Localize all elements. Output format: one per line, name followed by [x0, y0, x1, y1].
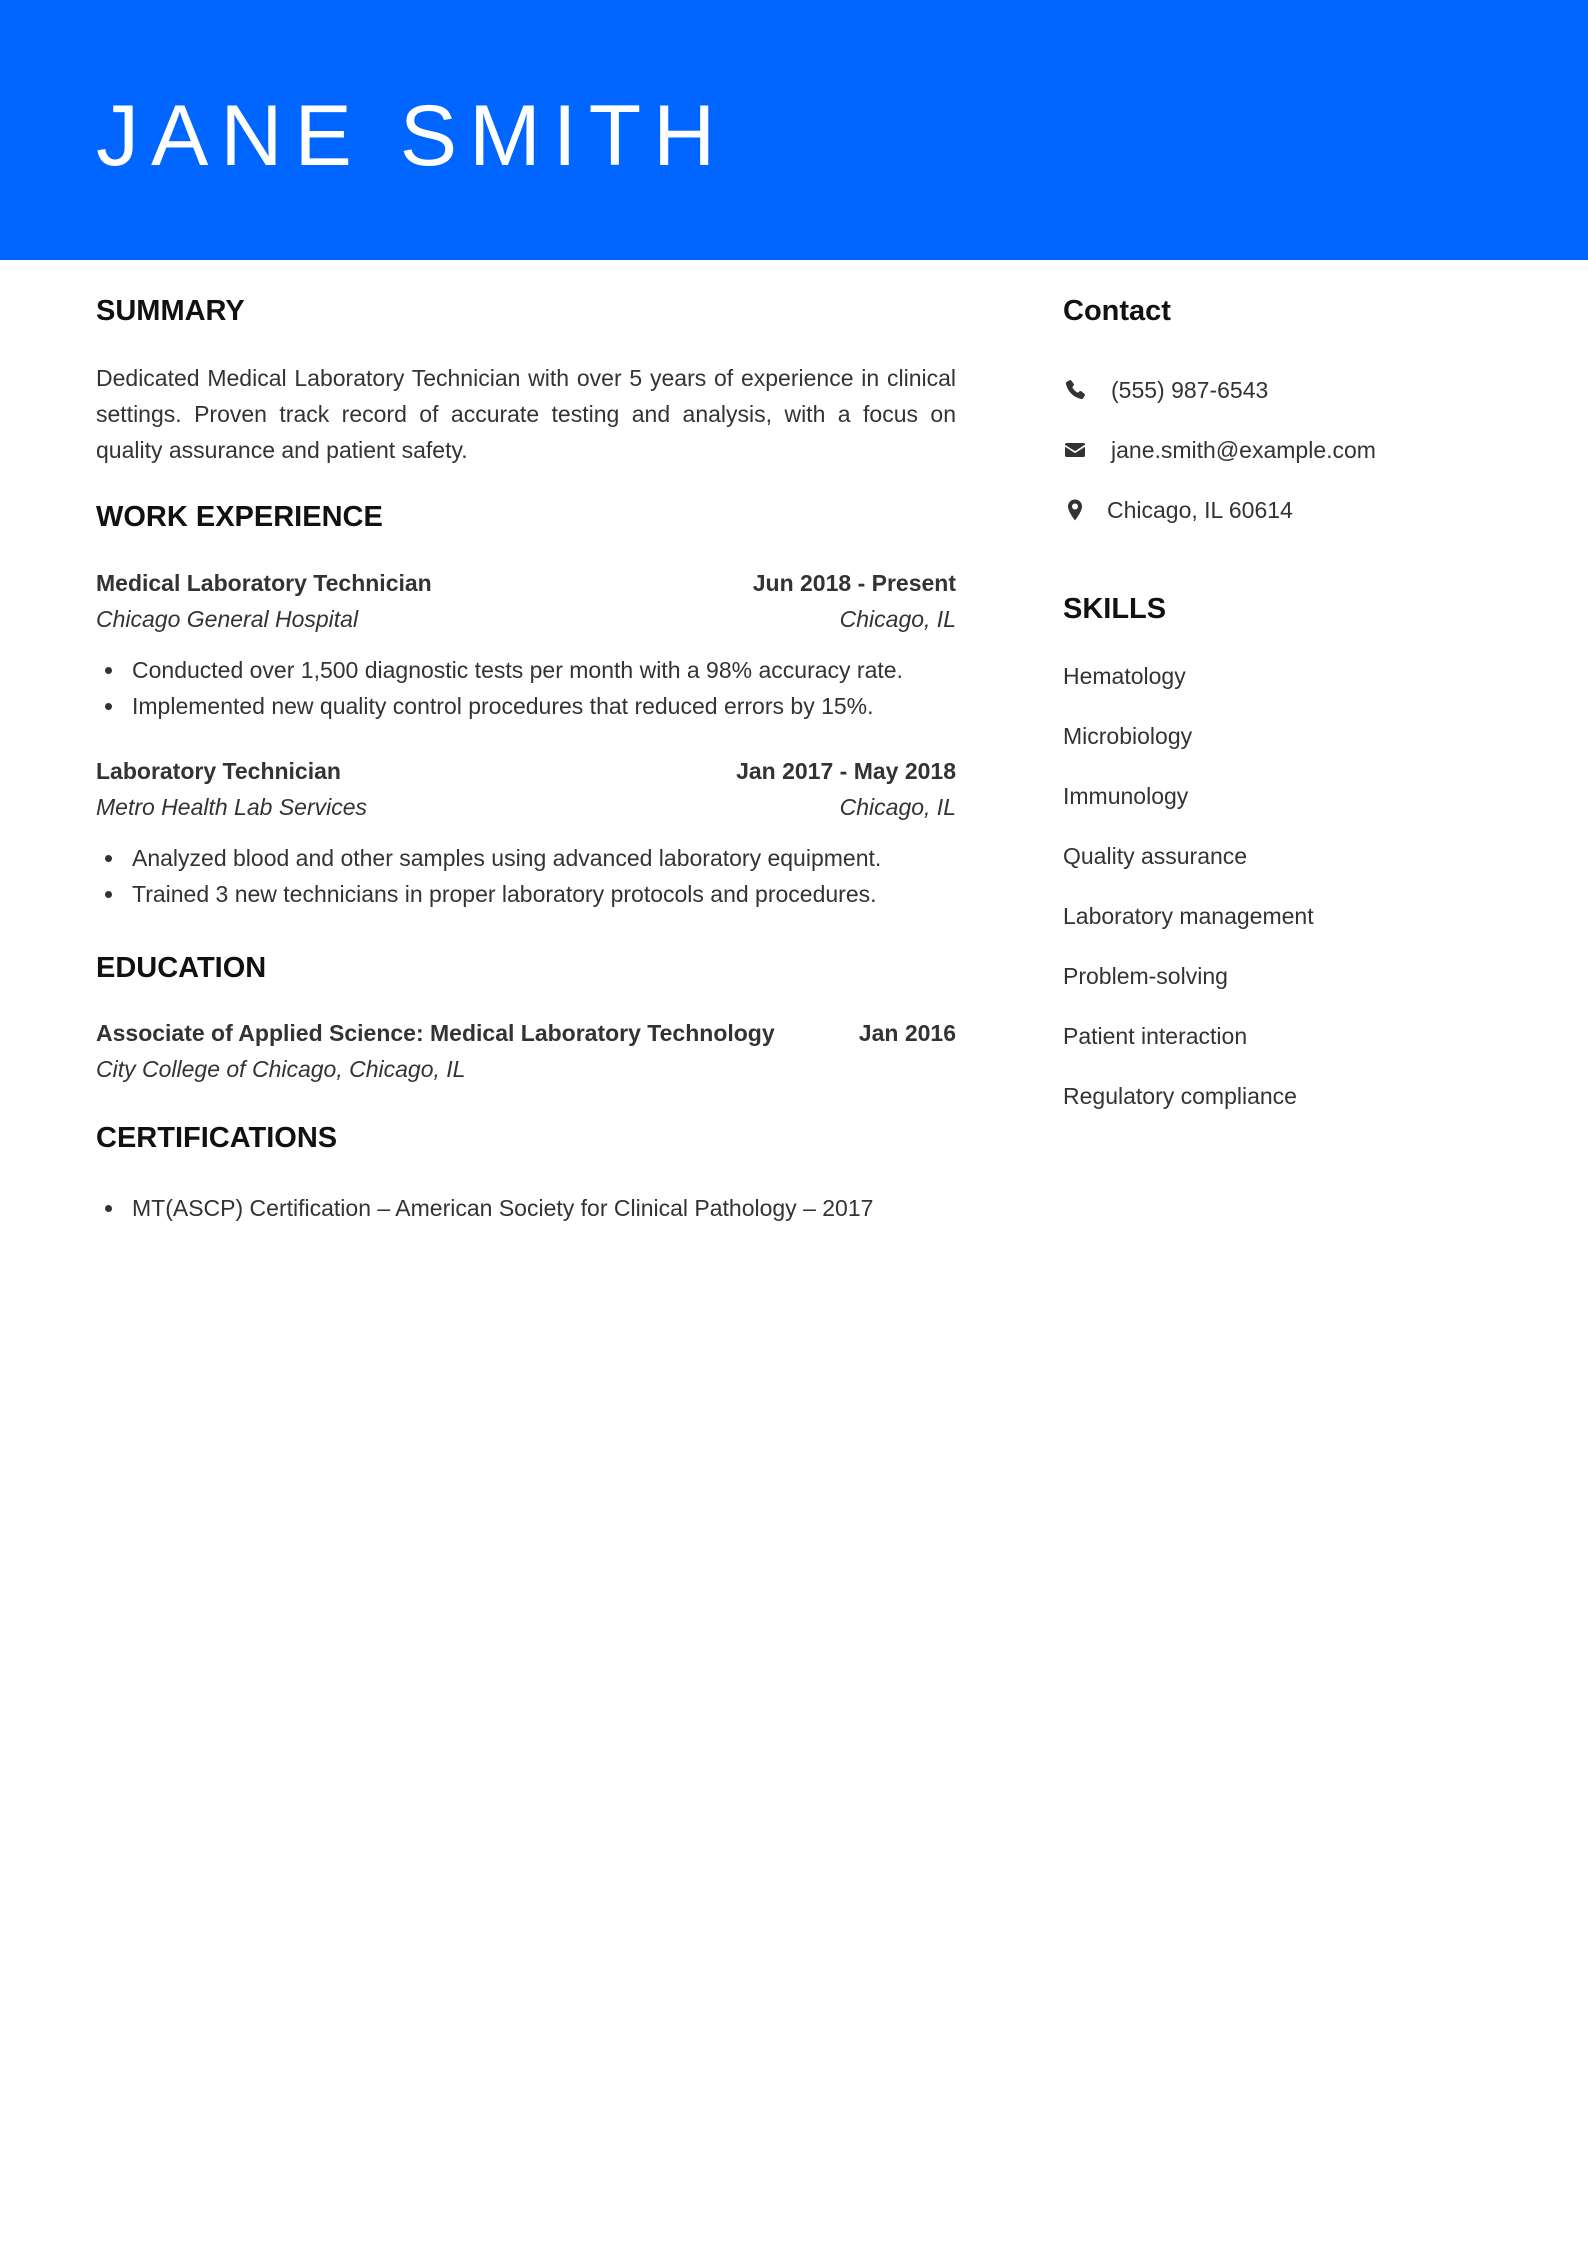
job-bullets [96, 840, 956, 912]
bullet-dot-icon [105, 667, 112, 674]
certification-text: MT(ASCP) Certification – American Society for Clinical Pathology – 2017 [132, 1195, 874, 1221]
bullet-text: Implemented new quality control procedures that reduced errors by 15%. [132, 693, 874, 719]
bullet-dot-icon [105, 891, 112, 898]
job-location: Chicago, IL [839, 606, 956, 632]
skill-item: Quality assurance [1063, 843, 1248, 869]
summary-title: SUMMARY [96, 295, 245, 327]
contact-email [1063, 432, 1376, 468]
map-pin-icon [1063, 498, 1087, 522]
work-experience-title: WORK EXPERIENCE [96, 501, 383, 533]
bullet-dot-icon [105, 703, 112, 710]
bullet-dot-icon [105, 855, 112, 862]
summary-text: Dedicated Medical Laboratory Technician with over 5 years of experience in clinical settings. Proven track record of accurate testing and analysis, with a focus on quality assurance and patient safety. [96, 365, 956, 463]
contact-title: Contact [1063, 295, 1171, 327]
certification-list [96, 1190, 956, 1226]
job-title: Laboratory Technician [96, 758, 341, 784]
list-item [96, 840, 956, 876]
bullet-dot-icon [105, 1205, 112, 1212]
envelope-icon [1063, 438, 1087, 462]
degree-date: Jan 2016 [858, 1020, 956, 1046]
header-banner [0, 0, 1588, 260]
contact-location [1063, 492, 1293, 528]
job-location: Chicago, IL [839, 794, 956, 820]
certifications-title: CERTIFICATIONS [96, 1122, 338, 1154]
location-text: Chicago, IL 60614 [1107, 496, 1293, 523]
skill-item: Laboratory management [1063, 903, 1314, 929]
education-title: EDUCATION [96, 952, 267, 984]
bullet-text: Conducted over 1,500 diagnostic tests per month with a 98% accuracy rate. [132, 657, 903, 683]
candidate-name: JANE SMITH [96, 88, 728, 184]
job-dates: Jan 2017 - May 2018 [736, 758, 956, 784]
list-item [96, 1190, 956, 1226]
job-company: Chicago General Hospital [96, 606, 359, 632]
skill-item: Patient interaction [1063, 1023, 1248, 1049]
bullet-text: Trained 3 new technicians in proper laboratory protocols and procedures. [132, 881, 877, 907]
skill-item: Hematology [1063, 663, 1186, 689]
skills-title: SKILLS [1063, 593, 1167, 625]
list-item [96, 652, 956, 688]
job-dates: Jun 2018 - Present [752, 570, 956, 596]
skill-item: Immunology [1063, 783, 1189, 809]
list-item [96, 688, 956, 724]
phone-text: (555) 987-6543 [1111, 376, 1269, 403]
skill-item: Microbiology [1063, 723, 1193, 749]
list-item [96, 876, 956, 912]
skill-item: Problem-solving [1063, 963, 1228, 989]
bullet-text: Analyzed blood and other samples using advanced laboratory equipment. [132, 845, 882, 871]
job-title: Medical Laboratory Technician [96, 570, 432, 596]
degree-title: Associate of Applied Science: Medical Laboratory Technology [96, 1020, 775, 1046]
phone-icon [1063, 378, 1087, 402]
job-bullets [96, 652, 956, 724]
contact-phone [1063, 372, 1268, 408]
skill-item: Regulatory compliance [1063, 1083, 1297, 1109]
job-company: Metro Health Lab Services [96, 794, 368, 820]
email-text: jane.smith@example.com [1111, 436, 1376, 463]
school-name: City College of Chicago, Chicago, IL [96, 1056, 466, 1082]
